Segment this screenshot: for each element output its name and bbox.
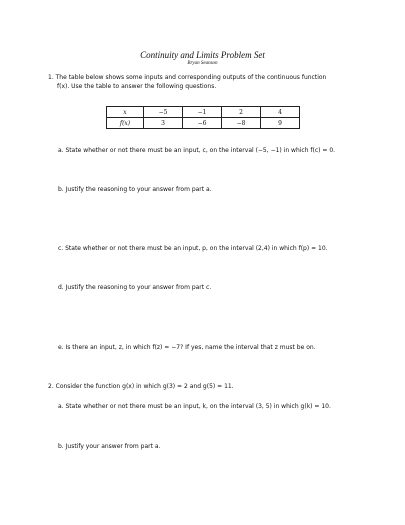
function-table — [106, 106, 300, 129]
q2-part-b: b. Justify your answer from part a. — [58, 443, 161, 450]
table-cell: 9 — [261, 118, 300, 129]
table-row-x — [107, 107, 300, 118]
q1-intro-line2: f(x). Use the table to answer the following questions. — [57, 83, 217, 90]
table-cell: −8 — [222, 118, 261, 129]
q1-intro-line1: 1. The table below shows some inputs and corresponding outputs of the continuous function — [48, 74, 327, 81]
q1-part-d: d. Justify the reasoning to your answer from part c. — [58, 284, 212, 291]
table-cell: −6 — [183, 118, 222, 129]
table-cell: 4 — [261, 107, 300, 118]
table-header-x: x — [107, 107, 144, 118]
author-name: Bryan Seanson — [187, 61, 218, 66]
table-header-fx: f(x) — [107, 118, 144, 129]
q2-intro: 2. Consider the function g(x) in which g(3) = 2 and g(5) = 11. — [48, 383, 234, 390]
page-title: Continuity and Limits Problem Set — [140, 50, 265, 60]
table-cell: −1 — [183, 107, 222, 118]
q1-part-b: b. Justify the reasoning to your answer from part a. — [58, 186, 212, 193]
table-cell: 3 — [144, 118, 183, 129]
q1-part-e: e. Is there an input, z, in which f(z) = −7? If yes, name the interval that z must be on. — [58, 344, 316, 351]
q1-part-a: a. State whether or not there must be an input, c, on the interval (−5, −1) in which f(c) = 0. — [58, 147, 336, 154]
table-row-fx — [107, 118, 300, 129]
q2-part-a: a. State whether or not there must be an input, k, on the interval (3, 5) in which g(k) = 10. — [58, 403, 331, 410]
table-cell: 2 — [222, 107, 261, 118]
q1-part-c: c. State whether or not there must be an input, p, on the interval (2,4) in which f(p) = 10. — [58, 245, 328, 252]
table-cell: −5 — [144, 107, 183, 118]
